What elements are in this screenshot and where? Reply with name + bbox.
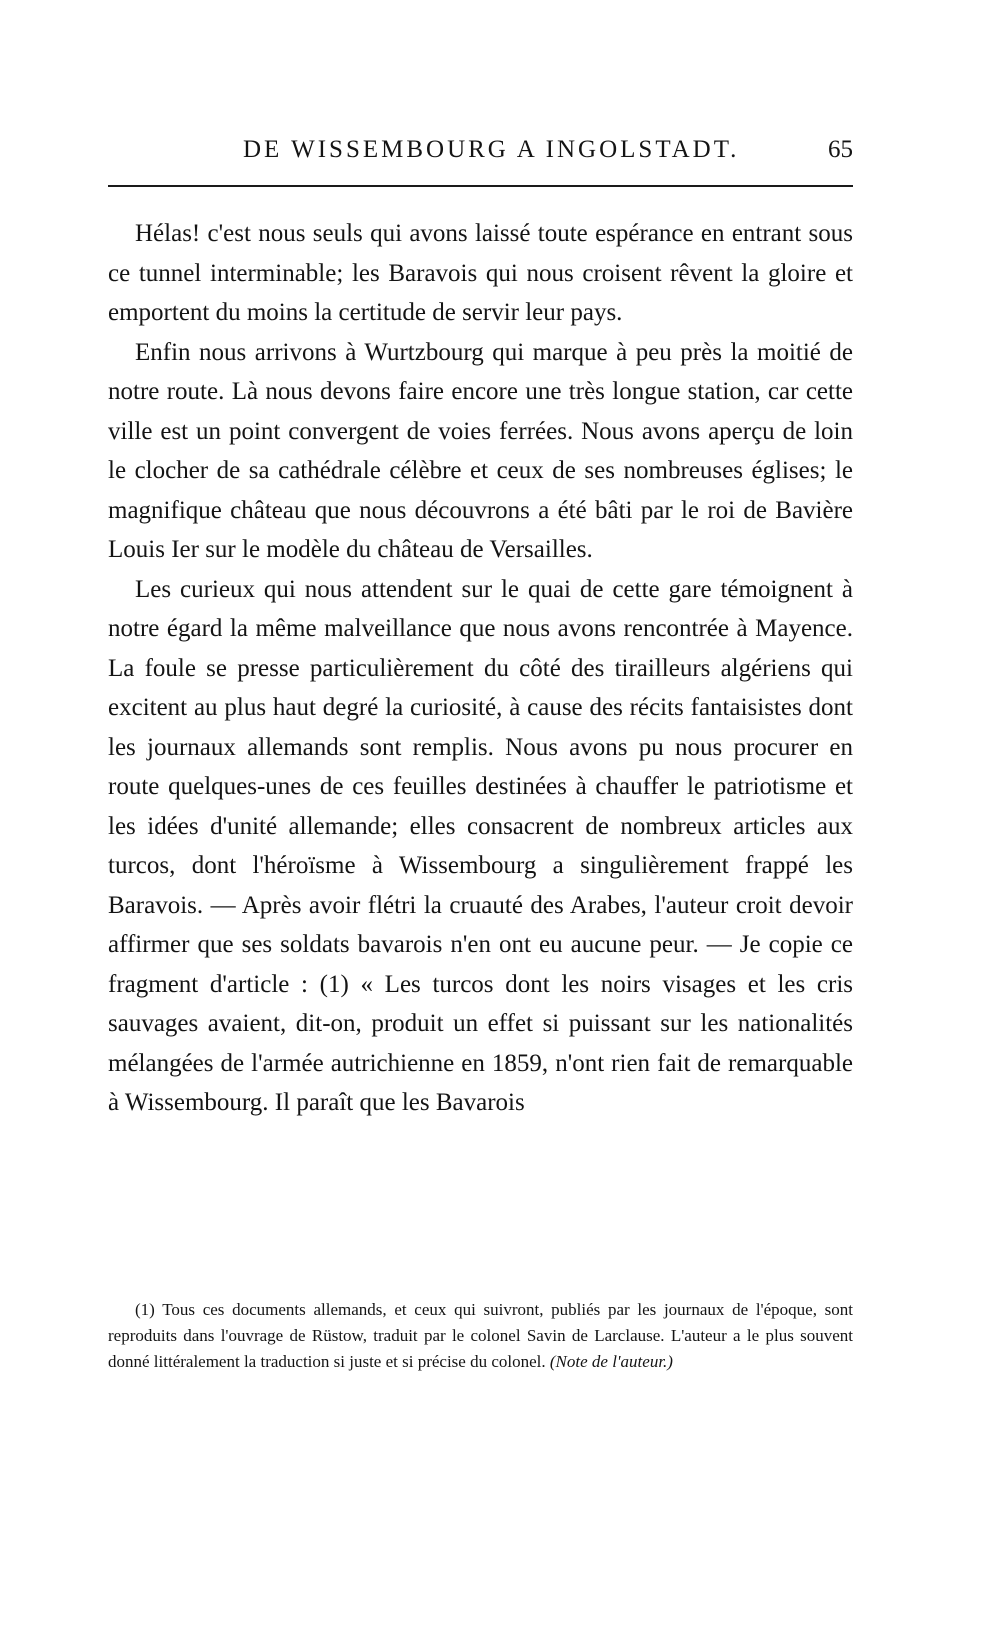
footnote-author-note: (Note de l'auteur.) [549, 1352, 673, 1371]
footnote-paragraph [108, 1297, 853, 1375]
page-header [108, 130, 853, 170]
body-text [108, 214, 853, 1123]
footnote [108, 1297, 853, 1375]
page-number: 65 [828, 136, 853, 163]
footnote-text: (1) Tous ces documents allemands, et ceux qui suivront, publiés par les journaux de l'époque, sont reproduits dans l'ouvrage de Rüstow, traduit par le colonel Savin de Larclause. L'auteur a le plus souvent donné littéralement la traduction si juste et si précise du colonel. [108, 1300, 853, 1371]
paragraph-1: Hélas! c'est nous seuls qui avons laissé toute espérance en entrant sous ce tunnel interminable; les Baravois qui nous croisent rêvent la gloire et emportent du moins la certitude de servir leur pays. [108, 220, 853, 326]
header-rule [108, 185, 853, 187]
running-title: DE WISSEMBOURG A INGOLSTADT. [243, 136, 740, 163]
paragraph-3: Les curieux qui nous attendent sur le quai de cette gare témoignent à notre égard la même malveillance que nous avons rencontrée à Mayence. La foule se presse particulièrement du côté des tirailleurs algériens qui excitent au plus haut degré la curiosité, à cause des récits fantaisistes dont les journaux allemands sont remplis. Nous avons pu nous procurer en route quelques-unes de ces feuilles destinées à chauffer le patriotisme et les idées d'unité allemande; elles consacrent de nombreux articles aux turcos, dont l'héroïsme à Wissembourg a singulièrement frappé les Baravois. — Après avoir flétri la cruauté des Arabes, l'auteur croit devoir affirmer que ses soldats bavarois n'en ont eu aucune peur. — Je copie ce fragment d'article : (1) « Les turcos dont les noirs visages et les cris sauvages avaient, dit-on, produit un effet si puissant sur les nationalités mélangées de l'armée autrichienne en 1859, n'ont rien fait de remarquable à Wissembourg. Il paraît que les Bavarois [108, 575, 853, 1116]
paragraph-2: Enfin nous arrivons à Wurtzbourg qui marque à peu près la moitié de notre route. Là nous devons faire encore une très longue station, car cette ville est un point convergent de voies ferrées. Nous avons aperçu de loin le clocher de sa cathédrale célèbre et ceux de ses nombreuses églises; le magnifique château que nous découvrons a été bâti par le roi de Bavière Louis Ier sur le modèle du château de Versailles. [108, 338, 853, 563]
